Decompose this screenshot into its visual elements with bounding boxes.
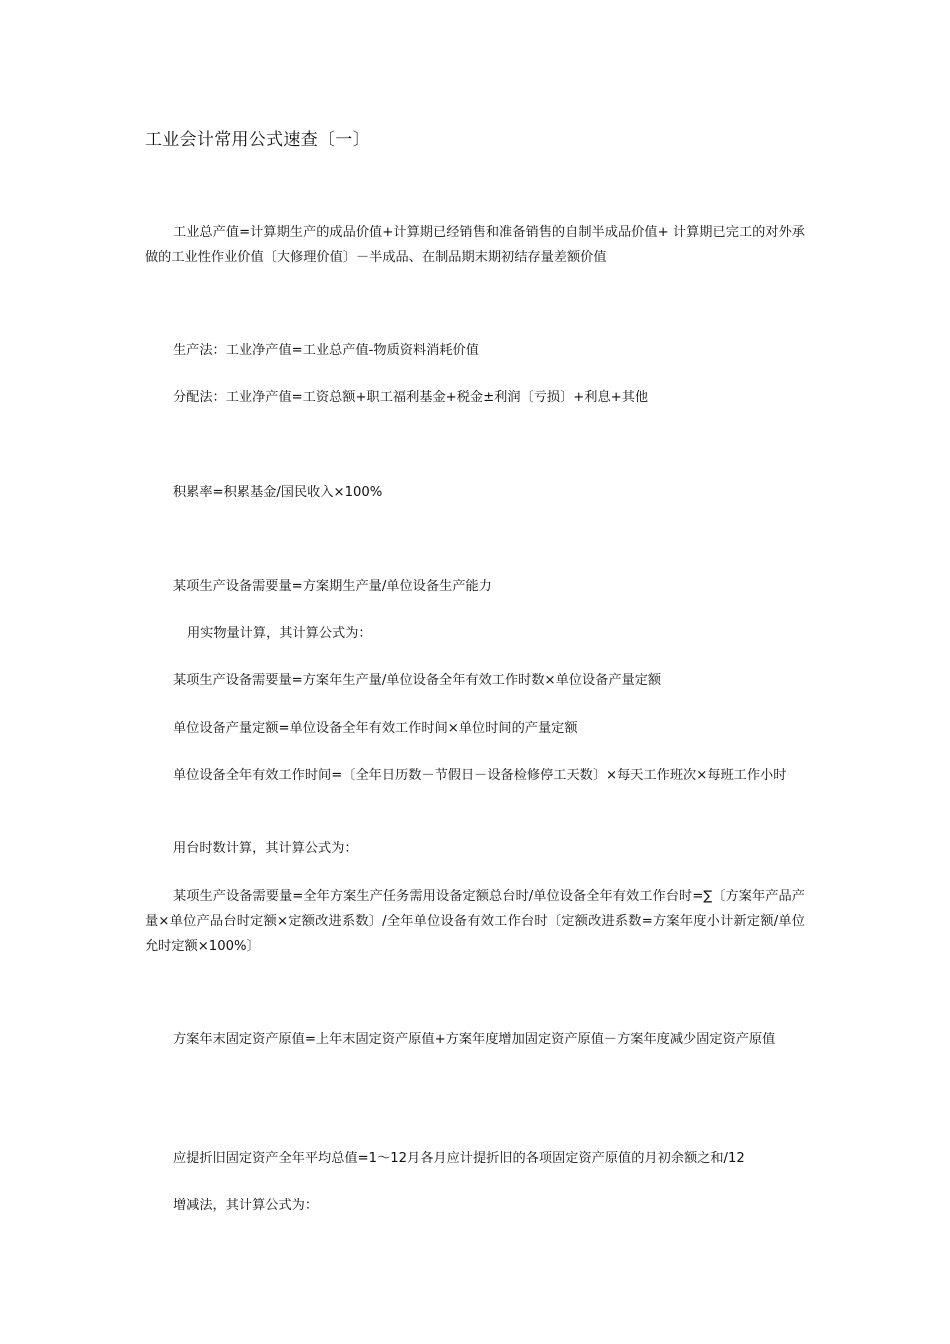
- paragraph-effective-work-time: 单位设备全年有效工作时间=〔全年日历数－节假日－设备检修停工天数〕×每天工作班次×每班工作小时: [173, 768, 787, 783]
- paragraph-gross-output: 工业总产值=计算期生产的成品价值+计算期已经销售和准备销售的自制半成品价值+ 计算期已完工的对外承做的工业性作业价值〔大修理价值〕－半成品、在制品期末期初结存量差额价值: [145, 225, 805, 265]
- document-title: 工业会计常用公式速查〔一〕: [145, 130, 370, 150]
- paragraph-year-end-fixed-assets: 方案年末固定资产原值=上年末固定资产原值+方案年度增加固定资产原值－方案年度减少固定资产原值: [173, 1032, 776, 1047]
- paragraph-accumulation-rate: 积累率=积累基金/国民收入×100%: [173, 485, 383, 500]
- paragraph-equipment-demand: 某项生产设备需要量=方案期生产量/单位设备生产能力: [173, 579, 492, 594]
- paragraph-physical-quantity-intro: 用实物量计算，其计算公式为：: [187, 626, 372, 641]
- paragraph-depreciation-average: 应提折旧固定资产全年平均总值=1～12月各月应计提折旧的各项固定资产原值的月初余额之和/12: [173, 1151, 745, 1166]
- paragraph-equipment-demand-machine-hours: 某项生产设备需要量=全年方案生产任务需用设备定额总台时/单位设备全年有效工作台时=∑〔方案年产品产量×单位产品台时定额×定额改进系数〕/全年单位设备有效工作台时〔定额改进系数=方案年度小计新定额/单位允时定额×100%〕: [145, 889, 805, 954]
- paragraph-machine-hours-intro: 用台时数计算，其计算公式为：: [173, 841, 358, 856]
- paragraph-distribution-method: 分配法：工业净产值=工资总额+职工福利基金+税金±利润〔亏损〕+利息+其他: [173, 390, 649, 405]
- paragraph-increase-decrease-method: 增减法，其计算公式为：: [173, 1198, 319, 1213]
- paragraph-production-method: 生产法：工业净产值=工业总产值-物质资料消耗价值: [173, 343, 479, 358]
- paragraph-equipment-demand-physical: 某项生产设备需要量=方案年生产量/单位设备全年有效工作时数×单位设备产量定额: [173, 673, 662, 688]
- paragraph-unit-output-quota: 单位设备产量定额=单位设备全年有效工作时间×单位时间的产量定额: [173, 721, 578, 736]
